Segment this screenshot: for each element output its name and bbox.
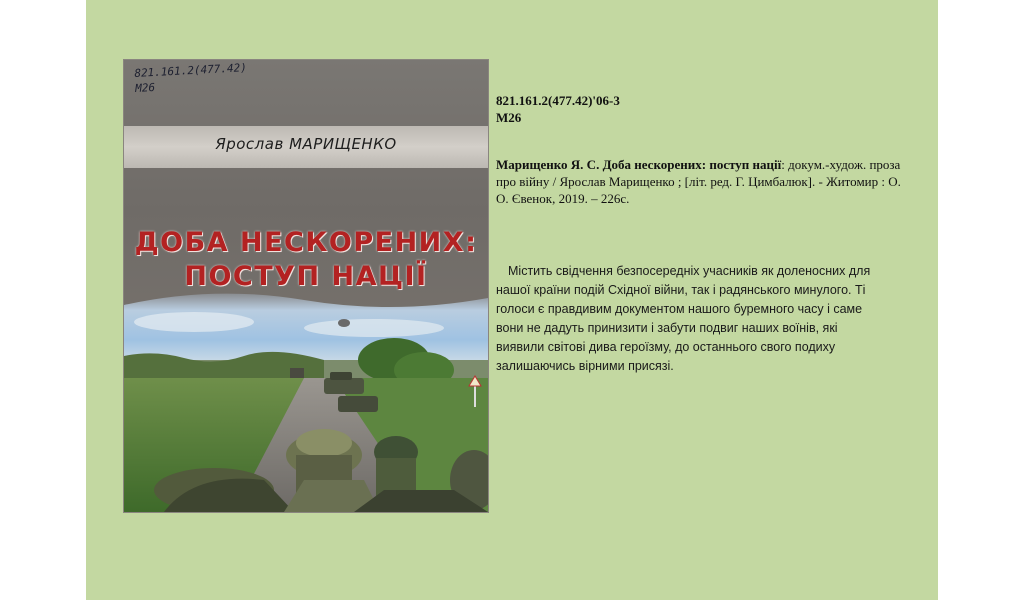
udc-code: 821.161.2(477.42)'06-3 bbox=[496, 93, 620, 108]
bibliographic-record bbox=[496, 156, 901, 207]
shelfmark-code: 821.161.2(477.42) bbox=[134, 61, 248, 80]
cover-title bbox=[130, 226, 482, 294]
book-cover-image bbox=[124, 60, 488, 512]
cover-title-line1: ДОБА НЕСКОРЕНИХ: bbox=[134, 227, 478, 258]
shelfmark-author-mark: М26 bbox=[134, 80, 156, 95]
author-mark: М26 bbox=[496, 110, 522, 125]
shelfmark-handwritten bbox=[134, 60, 248, 96]
cover-title-line2: ПОСТУП НАЦІЇ bbox=[184, 261, 428, 292]
page-background bbox=[86, 0, 938, 600]
record-description: : докум.-худож. проза про війну / Ярослав Марищенко ; [літ. ред. Г. Цимбалюк]. - Житомир : О. О. Євенок, 2019. – 226с. bbox=[496, 157, 901, 206]
book-abstract: Містить свідчення безпосередніх учасників як доленосних для нашої країни подій Східної війни, так і радянського минулого. Ті голоси є правдивим документом нашого буремного часу і саме вони не дадуть принизити і забути подвиг наших воїнів, які виявили світові дива героїзму, до останнього свого подиху залишаючись вірними присязі. bbox=[496, 264, 871, 373]
cover-author: Ярослав МАРИЩЕНКО bbox=[215, 135, 397, 153]
udc-block bbox=[496, 92, 901, 126]
record-heading: Марищенко Я. С. Доба нескорених: поступ нації bbox=[496, 157, 782, 172]
